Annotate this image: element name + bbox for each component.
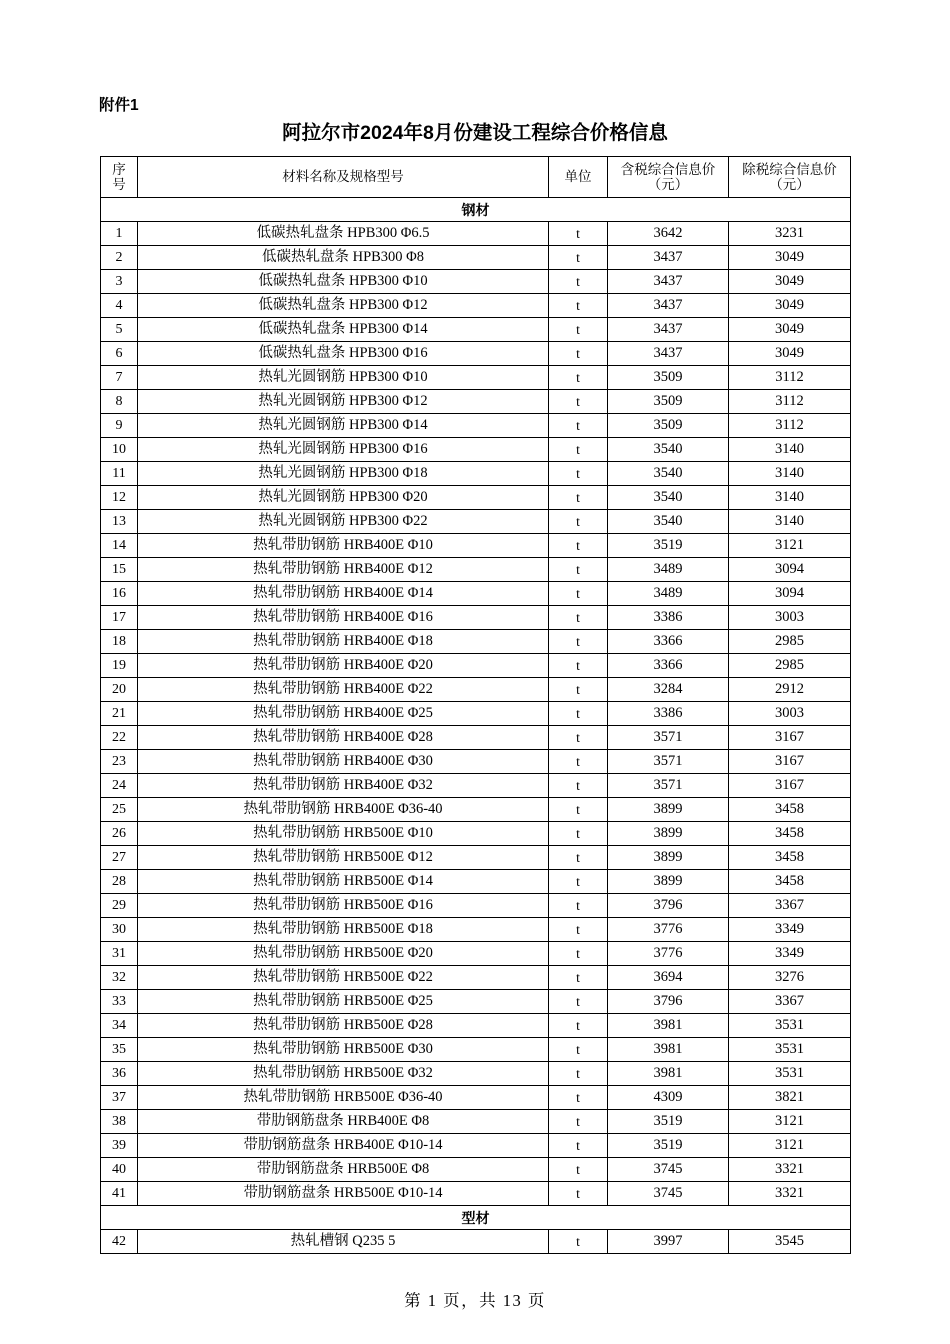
cell-price-excl-tax: 2912 xyxy=(729,678,851,702)
cell-index: 19 xyxy=(101,654,138,678)
column-header-material-name: 材料名称及规格型号 xyxy=(138,157,549,198)
cell-price-excl-tax: 3112 xyxy=(729,390,851,414)
cell-price-incl-tax: 3540 xyxy=(608,510,729,534)
page-title: 阿拉尔市2024年8月份建设工程综合价格信息 xyxy=(282,122,668,144)
table-row xyxy=(101,990,851,1014)
table-row xyxy=(101,1038,851,1062)
table-row xyxy=(101,726,851,750)
cell-price-incl-tax: 3540 xyxy=(608,486,729,510)
cell-unit: t xyxy=(549,270,608,294)
cell-price-excl-tax: 3121 xyxy=(729,534,851,558)
cell-index: 40 xyxy=(101,1158,138,1182)
cell-price-excl-tax: 3140 xyxy=(729,510,851,534)
table-header-row xyxy=(101,157,851,198)
cell-material-name: 热轧带肋钢筋 HRB400E Φ36-40 xyxy=(138,798,549,822)
cell-material-name: 热轧光圆钢筋 HPB300 Φ16 xyxy=(138,438,549,462)
table-row xyxy=(101,702,851,726)
cell-index: 8 xyxy=(101,390,138,414)
table-row xyxy=(101,606,851,630)
cell-material-name: 热轧带肋钢筋 HRB400E Φ30 xyxy=(138,750,549,774)
cell-unit: t xyxy=(549,534,608,558)
table-row xyxy=(101,894,851,918)
table-row xyxy=(101,1014,851,1038)
cell-unit: t xyxy=(549,774,608,798)
cell-price-excl-tax: 3140 xyxy=(729,462,851,486)
cell-price-incl-tax: 3509 xyxy=(608,390,729,414)
cell-index: 12 xyxy=(101,486,138,510)
cell-price-incl-tax: 3981 xyxy=(608,1038,729,1062)
column-header-index-line2: 号 xyxy=(112,177,126,192)
cell-price-excl-tax: 3121 xyxy=(729,1110,851,1134)
table-section-header-row xyxy=(101,198,851,222)
cell-index: 35 xyxy=(101,1038,138,1062)
cell-material-name: 低碳热轧盘条 HPB300 Φ8 xyxy=(138,246,549,270)
cell-index: 42 xyxy=(101,1230,138,1254)
cell-unit: t xyxy=(549,654,608,678)
table-row xyxy=(101,798,851,822)
table-row xyxy=(101,222,851,246)
cell-index: 36 xyxy=(101,1062,138,1086)
cell-price-excl-tax: 2985 xyxy=(729,630,851,654)
cell-price-excl-tax: 3121 xyxy=(729,1134,851,1158)
cell-material-name: 热轧光圆钢筋 HPB300 Φ10 xyxy=(138,366,549,390)
cell-unit: t xyxy=(549,918,608,942)
cell-unit: t xyxy=(549,726,608,750)
cell-unit: t xyxy=(549,990,608,1014)
table-row xyxy=(101,1158,851,1182)
table-row xyxy=(101,750,851,774)
cell-index: 21 xyxy=(101,702,138,726)
table-row xyxy=(101,582,851,606)
cell-price-incl-tax: 3489 xyxy=(608,582,729,606)
table-row xyxy=(101,870,851,894)
cell-unit: t xyxy=(549,1086,608,1110)
table-row xyxy=(101,366,851,390)
table-row xyxy=(101,630,851,654)
cell-index: 4 xyxy=(101,294,138,318)
cell-price-excl-tax: 3367 xyxy=(729,894,851,918)
cell-price-incl-tax: 4309 xyxy=(608,1086,729,1110)
cell-index: 10 xyxy=(101,438,138,462)
cell-price-excl-tax: 3049 xyxy=(729,318,851,342)
cell-price-incl-tax: 3899 xyxy=(608,822,729,846)
cell-unit: t xyxy=(549,630,608,654)
cell-price-incl-tax: 3489 xyxy=(608,558,729,582)
cell-price-incl-tax: 3509 xyxy=(608,366,729,390)
table-row xyxy=(101,774,851,798)
cell-price-excl-tax: 3349 xyxy=(729,942,851,966)
column-header-price-incl-tax xyxy=(608,157,729,198)
column-header-price-excl-tax-line1: 除税综合信息价 xyxy=(742,161,837,177)
cell-price-incl-tax: 3571 xyxy=(608,726,729,750)
table-row xyxy=(101,1062,851,1086)
cell-price-incl-tax: 3899 xyxy=(608,798,729,822)
cell-index: 15 xyxy=(101,558,138,582)
table-row xyxy=(101,246,851,270)
cell-price-excl-tax: 3545 xyxy=(729,1230,851,1254)
cell-material-name: 低碳热轧盘条 HPB300 Φ16 xyxy=(138,342,549,366)
table-row xyxy=(101,270,851,294)
cell-price-incl-tax: 3437 xyxy=(608,318,729,342)
cell-price-excl-tax: 3276 xyxy=(729,966,851,990)
cell-unit: t xyxy=(549,1110,608,1134)
cell-price-incl-tax: 3509 xyxy=(608,414,729,438)
cell-index: 37 xyxy=(101,1086,138,1110)
cell-material-name: 低碳热轧盘条 HPB300 Φ12 xyxy=(138,294,549,318)
cell-index: 13 xyxy=(101,510,138,534)
cell-index: 32 xyxy=(101,966,138,990)
table-row xyxy=(101,414,851,438)
table-section-title: 型材 xyxy=(101,1206,851,1230)
cell-unit: t xyxy=(549,1182,608,1206)
table-row xyxy=(101,486,851,510)
cell-material-name: 热轧光圆钢筋 HPB300 Φ14 xyxy=(138,414,549,438)
cell-price-excl-tax: 3458 xyxy=(729,846,851,870)
cell-index: 23 xyxy=(101,750,138,774)
cell-price-incl-tax: 3540 xyxy=(608,438,729,462)
table-row xyxy=(101,654,851,678)
cell-material-name: 热轧光圆钢筋 HPB300 Φ18 xyxy=(138,462,549,486)
table-row xyxy=(101,918,851,942)
cell-price-incl-tax: 3571 xyxy=(608,774,729,798)
cell-material-name: 热轧带肋钢筋 HRB500E Φ22 xyxy=(138,966,549,990)
cell-material-name: 热轧光圆钢筋 HPB300 Φ20 xyxy=(138,486,549,510)
cell-unit: t xyxy=(549,822,608,846)
page-footer: 第 1 页，共 13 页 xyxy=(404,1291,546,1310)
cell-price-incl-tax: 3284 xyxy=(608,678,729,702)
cell-unit: t xyxy=(549,462,608,486)
cell-unit: t xyxy=(549,1062,608,1086)
cell-index: 5 xyxy=(101,318,138,342)
cell-price-incl-tax: 3519 xyxy=(608,1110,729,1134)
cell-unit: t xyxy=(549,870,608,894)
cell-unit: t xyxy=(549,246,608,270)
cell-unit: t xyxy=(549,1134,608,1158)
cell-material-name: 热轧带肋钢筋 HRB500E Φ30 xyxy=(138,1038,549,1062)
cell-material-name: 热轧带肋钢筋 HRB500E Φ14 xyxy=(138,870,549,894)
table-row xyxy=(101,1134,851,1158)
cell-unit: t xyxy=(549,678,608,702)
column-header-unit: 单位 xyxy=(549,157,608,198)
cell-unit: t xyxy=(549,846,608,870)
cell-unit: t xyxy=(549,558,608,582)
cell-index: 33 xyxy=(101,990,138,1014)
cell-unit: t xyxy=(549,894,608,918)
table-row xyxy=(101,294,851,318)
cell-price-incl-tax: 3366 xyxy=(608,630,729,654)
cell-material-name: 热轧带肋钢筋 HRB400E Φ12 xyxy=(138,558,549,582)
cell-price-excl-tax: 3049 xyxy=(729,270,851,294)
column-header-price-excl-tax-line2: （元） xyxy=(769,177,810,192)
cell-material-name: 热轧带肋钢筋 HRB500E Φ18 xyxy=(138,918,549,942)
cell-price-excl-tax: 3003 xyxy=(729,606,851,630)
cell-index: 22 xyxy=(101,726,138,750)
cell-price-excl-tax: 3049 xyxy=(729,246,851,270)
attachment-label: 附件1 xyxy=(99,97,139,114)
cell-material-name: 热轧带肋钢筋 HRB400E Φ20 xyxy=(138,654,549,678)
table-row xyxy=(101,318,851,342)
cell-material-name: 带肋钢筋盘条 HRB400E Φ10-14 xyxy=(138,1134,549,1158)
cell-price-excl-tax: 3367 xyxy=(729,990,851,1014)
cell-price-excl-tax: 3458 xyxy=(729,822,851,846)
cell-price-incl-tax: 3437 xyxy=(608,294,729,318)
column-header-index-line1: 序 xyxy=(112,162,126,177)
cell-material-name: 热轧带肋钢筋 HRB400E Φ10 xyxy=(138,534,549,558)
cell-price-excl-tax: 3458 xyxy=(729,798,851,822)
cell-index: 27 xyxy=(101,846,138,870)
cell-index: 29 xyxy=(101,894,138,918)
cell-index: 11 xyxy=(101,462,138,486)
cell-price-incl-tax: 3437 xyxy=(608,342,729,366)
table-row xyxy=(101,558,851,582)
cell-price-incl-tax: 3981 xyxy=(608,1062,729,1086)
cell-price-excl-tax: 3821 xyxy=(729,1086,851,1110)
cell-index: 30 xyxy=(101,918,138,942)
cell-index: 41 xyxy=(101,1182,138,1206)
cell-material-name: 热轧带肋钢筋 HRB500E Φ25 xyxy=(138,990,549,1014)
cell-material-name: 热轧带肋钢筋 HRB500E Φ36-40 xyxy=(138,1086,549,1110)
table-row xyxy=(101,966,851,990)
cell-price-incl-tax: 3519 xyxy=(608,534,729,558)
table-row xyxy=(101,1110,851,1134)
cell-price-incl-tax: 3776 xyxy=(608,942,729,966)
cell-index: 38 xyxy=(101,1110,138,1134)
price-information-table xyxy=(100,156,851,1254)
cell-index: 26 xyxy=(101,822,138,846)
cell-material-name: 热轧光圆钢筋 HPB300 Φ22 xyxy=(138,510,549,534)
cell-price-excl-tax: 3167 xyxy=(729,726,851,750)
cell-unit: t xyxy=(549,582,608,606)
cell-price-excl-tax: 3140 xyxy=(729,438,851,462)
cell-material-name: 热轧带肋钢筋 HRB400E Φ28 xyxy=(138,726,549,750)
cell-unit: t xyxy=(549,390,608,414)
cell-index: 34 xyxy=(101,1014,138,1038)
cell-price-incl-tax: 3571 xyxy=(608,750,729,774)
cell-price-incl-tax: 3981 xyxy=(608,1014,729,1038)
cell-unit: t xyxy=(549,702,608,726)
cell-material-name: 热轧带肋钢筋 HRB500E Φ10 xyxy=(138,822,549,846)
column-header-index xyxy=(101,157,138,198)
cell-material-name: 带肋钢筋盘条 HRB500E Φ8 xyxy=(138,1158,549,1182)
table-row xyxy=(101,438,851,462)
cell-price-excl-tax: 3531 xyxy=(729,1062,851,1086)
cell-unit: t xyxy=(549,1158,608,1182)
cell-price-incl-tax: 3642 xyxy=(608,222,729,246)
cell-price-excl-tax: 3458 xyxy=(729,870,851,894)
table-row xyxy=(101,1230,851,1254)
cell-price-excl-tax: 3531 xyxy=(729,1038,851,1062)
cell-price-incl-tax: 3437 xyxy=(608,246,729,270)
cell-price-incl-tax: 3745 xyxy=(608,1182,729,1206)
cell-price-excl-tax: 3049 xyxy=(729,294,851,318)
table-body xyxy=(101,198,851,1254)
cell-material-name: 热轧带肋钢筋 HRB400E Φ25 xyxy=(138,702,549,726)
cell-price-incl-tax: 3899 xyxy=(608,870,729,894)
cell-price-incl-tax: 3386 xyxy=(608,702,729,726)
table-row xyxy=(101,342,851,366)
cell-index: 24 xyxy=(101,774,138,798)
cell-price-excl-tax: 3112 xyxy=(729,366,851,390)
cell-unit: t xyxy=(549,1230,608,1254)
cell-material-name: 带肋钢筋盘条 HRB400E Φ8 xyxy=(138,1110,549,1134)
cell-material-name: 低碳热轧盘条 HPB300 Φ14 xyxy=(138,318,549,342)
cell-index: 1 xyxy=(101,222,138,246)
cell-index: 20 xyxy=(101,678,138,702)
cell-price-incl-tax: 3745 xyxy=(608,1158,729,1182)
cell-material-name: 热轧带肋钢筋 HRB500E Φ20 xyxy=(138,942,549,966)
cell-price-excl-tax: 3531 xyxy=(729,1014,851,1038)
cell-unit: t xyxy=(549,414,608,438)
cell-material-name: 热轧光圆钢筋 HPB300 Φ12 xyxy=(138,390,549,414)
cell-material-name: 热轧带肋钢筋 HRB500E Φ28 xyxy=(138,1014,549,1038)
cell-unit: t xyxy=(549,750,608,774)
table-row xyxy=(101,846,851,870)
cell-material-name: 热轧带肋钢筋 HRB500E Φ12 xyxy=(138,846,549,870)
cell-material-name: 热轧带肋钢筋 HRB400E Φ22 xyxy=(138,678,549,702)
table-section-title: 钢材 xyxy=(101,198,851,222)
cell-price-incl-tax: 3796 xyxy=(608,990,729,1014)
table-row xyxy=(101,510,851,534)
cell-price-excl-tax: 3321 xyxy=(729,1182,851,1206)
cell-index: 28 xyxy=(101,870,138,894)
table-row xyxy=(101,390,851,414)
cell-price-incl-tax: 3386 xyxy=(608,606,729,630)
cell-price-excl-tax: 3349 xyxy=(729,918,851,942)
table-header xyxy=(101,157,851,198)
cell-price-excl-tax: 3321 xyxy=(729,1158,851,1182)
cell-price-incl-tax: 3366 xyxy=(608,654,729,678)
cell-price-excl-tax: 3112 xyxy=(729,414,851,438)
cell-price-excl-tax: 3049 xyxy=(729,342,851,366)
cell-index: 14 xyxy=(101,534,138,558)
cell-index: 31 xyxy=(101,942,138,966)
cell-price-incl-tax: 3437 xyxy=(608,270,729,294)
cell-price-excl-tax: 3003 xyxy=(729,702,851,726)
column-header-price-incl-tax-line1: 含税综合信息价 xyxy=(620,161,716,177)
cell-unit: t xyxy=(549,294,608,318)
cell-material-name: 热轧带肋钢筋 HRB400E Φ18 xyxy=(138,630,549,654)
cell-price-excl-tax: 3231 xyxy=(729,222,851,246)
cell-unit: t xyxy=(549,942,608,966)
table-row xyxy=(101,678,851,702)
cell-price-incl-tax: 3899 xyxy=(608,846,729,870)
cell-index: 25 xyxy=(101,798,138,822)
cell-unit: t xyxy=(549,1014,608,1038)
cell-unit: t xyxy=(549,798,608,822)
cell-index: 16 xyxy=(101,582,138,606)
cell-index: 3 xyxy=(101,270,138,294)
cell-unit: t xyxy=(549,1038,608,1062)
cell-index: 18 xyxy=(101,630,138,654)
cell-unit: t xyxy=(549,342,608,366)
cell-material-name: 热轧带肋钢筋 HRB400E Φ14 xyxy=(138,582,549,606)
cell-material-name: 热轧槽钢 Q235 5 xyxy=(138,1230,549,1254)
cell-unit: t xyxy=(549,366,608,390)
cell-unit: t xyxy=(549,486,608,510)
cell-index: 7 xyxy=(101,366,138,390)
cell-price-incl-tax: 3540 xyxy=(608,462,729,486)
cell-index: 2 xyxy=(101,246,138,270)
table-row xyxy=(101,942,851,966)
cell-material-name: 低碳热轧盘条 HPB300 Φ6.5 xyxy=(138,222,549,246)
cell-unit: t xyxy=(549,318,608,342)
cell-price-excl-tax: 3140 xyxy=(729,486,851,510)
table-row xyxy=(101,462,851,486)
cell-price-incl-tax: 3796 xyxy=(608,894,729,918)
column-header-price-incl-tax-line2: （元） xyxy=(647,177,689,192)
cell-unit: t xyxy=(549,966,608,990)
cell-price-excl-tax: 3094 xyxy=(729,558,851,582)
cell-index: 17 xyxy=(101,606,138,630)
cell-price-incl-tax: 3519 xyxy=(608,1134,729,1158)
cell-price-excl-tax: 3094 xyxy=(729,582,851,606)
table-section-header-row xyxy=(101,1206,851,1230)
cell-price-excl-tax: 3167 xyxy=(729,774,851,798)
cell-price-incl-tax: 3694 xyxy=(608,966,729,990)
cell-index: 39 xyxy=(101,1134,138,1158)
cell-material-name: 热轧带肋钢筋 HRB400E Φ16 xyxy=(138,606,549,630)
cell-index: 6 xyxy=(101,342,138,366)
cell-index: 9 xyxy=(101,414,138,438)
column-header-price-excl-tax xyxy=(729,157,851,198)
cell-material-name: 热轧带肋钢筋 HRB500E Φ16 xyxy=(138,894,549,918)
cell-material-name: 热轧带肋钢筋 HRB500E Φ32 xyxy=(138,1062,549,1086)
cell-material-name: 热轧带肋钢筋 HRB400E Φ32 xyxy=(138,774,549,798)
table-row xyxy=(101,822,851,846)
table-row xyxy=(101,1086,851,1110)
cell-unit: t xyxy=(549,438,608,462)
cell-price-excl-tax: 3167 xyxy=(729,750,851,774)
table-row xyxy=(101,534,851,558)
cell-price-incl-tax: 3997 xyxy=(608,1230,729,1254)
cell-price-incl-tax: 3776 xyxy=(608,918,729,942)
cell-unit: t xyxy=(549,510,608,534)
cell-material-name: 低碳热轧盘条 HPB300 Φ10 xyxy=(138,270,549,294)
cell-unit: t xyxy=(549,606,608,630)
cell-material-name: 带肋钢筋盘条 HRB500E Φ10-14 xyxy=(138,1182,549,1206)
cell-unit: t xyxy=(549,222,608,246)
table-row xyxy=(101,1182,851,1206)
cell-price-excl-tax: 2985 xyxy=(729,654,851,678)
